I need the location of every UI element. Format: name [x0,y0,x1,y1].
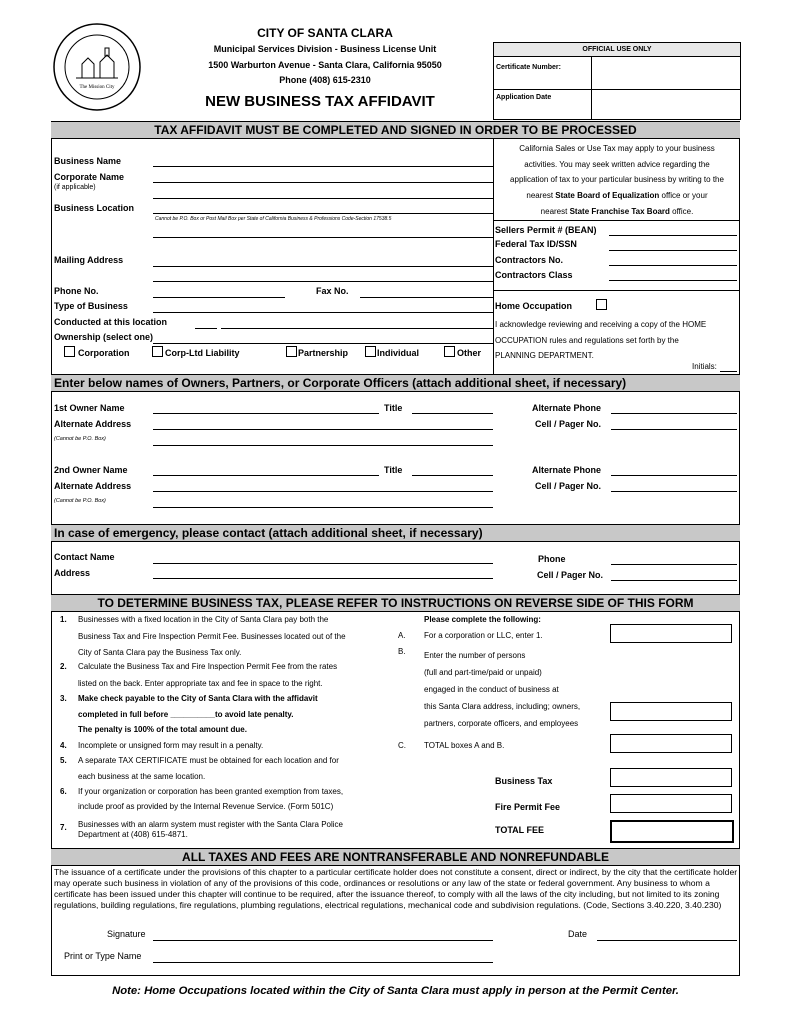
calc-b-line-3: engaged in the conduct of business at [424,685,559,694]
calc-a-text: For a corporation or LLC, enter 1. [424,631,543,640]
instruction-7-line-1: Businesses with an alarm system must register with the Santa Clara Police [78,820,343,829]
owner-1-no-po-note: (Cannot be P.O. Box) [54,436,106,442]
owner-1-alt-phone-label: Alternate Phone [532,403,602,413]
owner-2-alt-phone-field[interactable] [611,475,737,476]
instruction-6-line-1: If your organization or corporation has been granted exemption from taxes, [78,787,344,796]
conducted-field-2[interactable] [221,328,493,329]
sales-tax-info-line-1: California Sales or Use Tax may apply to your business [519,144,715,153]
contact-name-field[interactable] [153,563,493,564]
instruction-4: Incomplete or unsigned form may result in a penalty. [78,741,264,750]
ownership-corp-ltd-label: Corp-Ltd Liability [165,348,240,358]
owner-1-cell-field[interactable] [611,429,737,430]
calc-b-text [424,647,580,732]
emergency-phone-label: Phone [538,554,566,564]
calc-b-line-4: this Santa Clara address, including; owners, [424,702,581,711]
date-field[interactable] [597,940,737,941]
contractors-class-label: Contractors Class [495,270,573,280]
emergency-cell-field[interactable] [611,580,737,581]
ownership-individual-checkbox[interactable] [365,346,376,357]
owner-2-name-label: 2nd Owner Name [54,465,128,475]
instruction-6-line-2: include proof as provided by the Internal Revenue Service. (Form 501C) [78,802,334,811]
sales-tax-info-line-4: nearest State Board of Equalization office or your [526,191,708,201]
instruction-number: 3. [60,694,67,703]
fax-label: Fax No. [316,286,349,296]
city-name: CITY OF SANTA CLARA [257,26,393,40]
calc-a-box[interactable] [610,624,732,643]
contractors-rule [494,290,740,291]
owner-2-alt-address-field[interactable] [153,491,493,492]
calc-b-line-5: partners, corporate officers, and employees [424,719,579,728]
emergency-cell-label: Cell / Pager No. [537,570,604,580]
type-of-business-field[interactable] [153,312,493,313]
official-use-box [493,42,741,120]
owner-1-alt-address-field[interactable] [153,429,493,430]
emergency-address-label: Address [54,568,91,578]
ownership-partnership-label: Partnership [298,348,349,358]
po-box-note: Cannot be P.O. Box or Post Mail Box per State of California Business & Professions Code-Section 17538.5 [155,216,392,222]
owner-1-alt-phone-field[interactable] [611,413,737,414]
owner-2-no-po-note: (Cannot be P.O. Box) [54,498,106,504]
home-occupation-label: Home Occupation [495,301,573,311]
instruction-number: 1. [60,615,67,624]
svg-text:The Mission City: The Mission City [79,85,115,90]
business-location-field[interactable] [153,213,493,214]
business-tax-label: Business Tax [495,776,553,786]
signature-field[interactable] [153,940,493,941]
contractors-no-field[interactable] [609,265,737,266]
emergency-address-field[interactable] [153,578,493,579]
ownership-corporation-label: Corporation [78,348,130,358]
header-phone: Phone (408) 615-2310 [279,75,371,85]
section-bar-3: In case of emergency, please contact (attach additional sheet, if necessary) [51,524,740,542]
sellers-permit-label: Sellers Permit # (BEAN) [495,225,597,235]
city-seal [52,22,142,112]
form-title: NEW BUSINESS TAX AFFIDAVIT [205,93,435,110]
calc-c-text: TOTAL boxes A and B. [424,741,505,750]
instruction-3-line-2: completed in full before __________to avoid late penalty. [78,710,294,719]
certificate-number-label: Certificate Number: [496,64,561,71]
footer-note: Note: Home Occupations located within the City of Santa Clara must apply in person at the Permit Center. [112,985,679,997]
section-bar-2: Enter below names of Owners, Partners, or Corporate Officers (attach additional sheet, if necessary) [51,374,740,392]
mailing-address-field[interactable] [153,266,493,267]
signature-label: Signature [107,929,146,939]
instruction-number: 6. [60,787,67,796]
owner-1-title-field[interactable] [412,413,493,414]
instruction-1-line-1: Businesses with a fixed location in the City of Santa Clara pay both the [78,615,329,624]
instruction-5-line-2: each business at the same location. [78,772,206,781]
calc-b-letter: B. [398,647,406,656]
instruction-1-line-2: Business Tax and Fire Inspection Permit Fee. Businesses located out of the [78,632,346,641]
owner-1-cell-label: Cell / Pager No. [535,419,602,429]
initials-label: Initials: [692,362,717,371]
home-occupation-checkbox[interactable] [596,299,607,310]
fire-permit-fee-box[interactable] [610,794,732,813]
owner-1-title-label: Title [384,403,403,413]
owner-2-cell-label: Cell / Pager No. [535,481,602,491]
calc-c-box[interactable] [610,734,732,753]
total-fee-box[interactable] [610,820,734,843]
sales-tax-info [494,141,740,220]
conducted-label: Conducted at this location [54,317,168,327]
sales-tax-info-rule [494,220,740,221]
business-tax-box[interactable] [610,768,732,787]
mailing-address-label: Mailing Address [54,255,124,265]
business-location-label: Business Location [54,203,135,213]
print-name-field[interactable] [153,962,493,963]
instruction-2-line-2: listed on the back. Enter appropriate tax and fee in space to the right. [78,679,323,688]
business-name-extra-line[interactable] [153,198,493,199]
instruction-7-line-2: Department at (408) 615-4871. [78,830,188,839]
contact-name-label: Contact Name [54,552,115,562]
owner-1-name-field[interactable] [153,413,379,414]
ownership-corporation-checkbox[interactable] [64,346,75,357]
owner-2-alt-address-line-2[interactable] [153,507,493,508]
section-bar-1: TAX AFFIDAVIT MUST BE COMPLETED AND SIGNED IN ORDER TO BE PROCESSED [51,121,740,139]
header-address: 1500 Warburton Avenue - Santa Clara, California 95050 [208,60,442,70]
instruction-3-line-1: Make check payable to the City of Santa Clara with the affidavit [78,694,318,703]
instruction-5-line-1: A separate TAX CERTIFICATE must be obtained for each location and for [78,756,339,765]
acknowledge-line-2: OCCUPATION rules and regulations set forth by the [495,335,679,345]
section-bar-5: ALL TAXES AND FEES ARE NONTRANSFERABLE AND NONREFUNDABLE [51,848,740,866]
sellers-permit-field[interactable] [609,235,737,236]
owner-2-title-label: Title [384,465,403,475]
calc-b-line-1: Enter the number of persons [424,651,526,660]
instruction-number: 5. [60,756,67,765]
business-location-line-2[interactable] [153,237,493,238]
owner-2-cell-field[interactable] [611,491,737,492]
instruction-1-line-3: City of Santa Clara pay the Business Tax only. [78,648,242,657]
instruction-number: 2. [60,662,67,671]
owner-2-alt-phone-label: Alternate Phone [532,465,602,475]
calc-heading: Please complete the following: [424,615,541,624]
calc-b-line-2: (full and part-time/paid or unpaid) [424,668,542,677]
contractors-no-label: Contractors No. [495,255,564,265]
section-bar-4: TO DETERMINE BUSINESS TAX, PLEASE REFER TO INSTRUCTIONS ON REVERSE SIDE OF THIS FORM [51,594,740,612]
corporate-name-field[interactable] [153,182,493,183]
owner-1-name-label: 1st Owner Name [54,403,125,413]
instruction-number: 4. [60,741,67,750]
instruction-number: 7. [60,823,67,832]
sales-tax-info-line-2: activities. You may seek written advice regarding the [524,159,710,169]
owner-1-alt-address-label: Alternate Address [54,419,132,429]
date-label: Date [568,929,588,939]
owner-2-title-field[interactable] [412,475,493,476]
ownership-other-checkbox[interactable] [444,346,455,357]
calc-c-letter: C. [398,741,406,750]
acknowledge-line-3: PLANNING DEPARTMENT. [495,351,594,360]
federal-tax-label: Federal Tax ID/SSN [495,239,577,249]
business-name-field[interactable] [153,166,493,167]
total-fee-label: TOTAL FEE [495,825,545,835]
acknowledge-line-1: I acknowledge reviewing and receiving a copy of the HOME [495,320,707,329]
ownership-partnership-checkbox[interactable] [286,346,297,357]
instruction-2-line-1: Calculate the Business Tax and Fire Inspection Permit Fee from the rates [78,662,338,671]
legal-text: The issuance of a certificate under the provisions of this chapter to a particular certificate holder does not constitute a consent, direct or indirect, by the city that the certificate holder may operate such business in violation of any of the provisions of this code, ordinances or resolutions or any law of the state or federal government. Any business to whom a certificate has been issued under this chapter will continue to be required, after the issuance thereof, to comply with all the laws of the city including, but not limited to its zoning regulations, building regulations, fire regulations, plumbing regulations, electrical regulations, mechanical code and subdivision regulations. (Code, Sections 3.40.220, 3.40.230) [54,867,738,910]
conducted-field-1[interactable] [195,328,217,329]
owner-2-name-field[interactable] [153,475,379,476]
business-name-label: Business Name [54,156,122,166]
if-applicable-note: (if applicable) [54,184,96,191]
sales-tax-info-line-5: nearest State Franchise Tax Board office. [540,206,694,216]
official-use-title: OFFICIAL USE ONLY [494,43,740,57]
type-of-business-label: Type of Business [54,301,128,311]
ownership-label: Ownership (select one) [54,332,154,342]
application-date-label: Application Date [496,94,552,101]
division: Municipal Services Division - Business License Unit [213,44,437,54]
fax-field[interactable] [360,297,493,298]
ownership-individual-label: Individual [377,348,420,358]
federal-tax-field[interactable] [609,250,737,251]
ownership-other-label: Other [457,348,482,358]
contractors-class-field[interactable] [609,280,737,281]
corporate-name-label: Corporate Name [54,172,125,182]
emergency-phone-field[interactable] [611,564,737,565]
phone-field[interactable] [153,297,285,298]
initials-field[interactable] [720,371,737,372]
print-name-label: Print or Type Name [64,951,142,961]
fire-permit-fee-label: Fire Permit Fee [495,802,561,812]
certificate-number-field[interactable] [592,57,739,89]
owner-2-alt-address-label: Alternate Address [54,481,132,491]
instruction-3-line-3: The penalty is 100% of the total amount due. [78,725,247,734]
calc-a-letter: A. [398,631,406,640]
acknowledge-text [495,317,706,364]
sales-tax-info-line-3: application of tax to your particular business by writing to the [510,175,724,185]
owner-1-alt-address-line-2[interactable] [153,445,493,446]
phone-label: Phone No. [54,286,99,296]
ownership-line [153,343,493,344]
calc-b-box[interactable] [610,702,732,721]
application-date-field[interactable] [592,90,739,119]
ownership-corp-ltd-checkbox[interactable] [152,346,163,357]
mailing-address-line-2[interactable] [153,281,493,282]
